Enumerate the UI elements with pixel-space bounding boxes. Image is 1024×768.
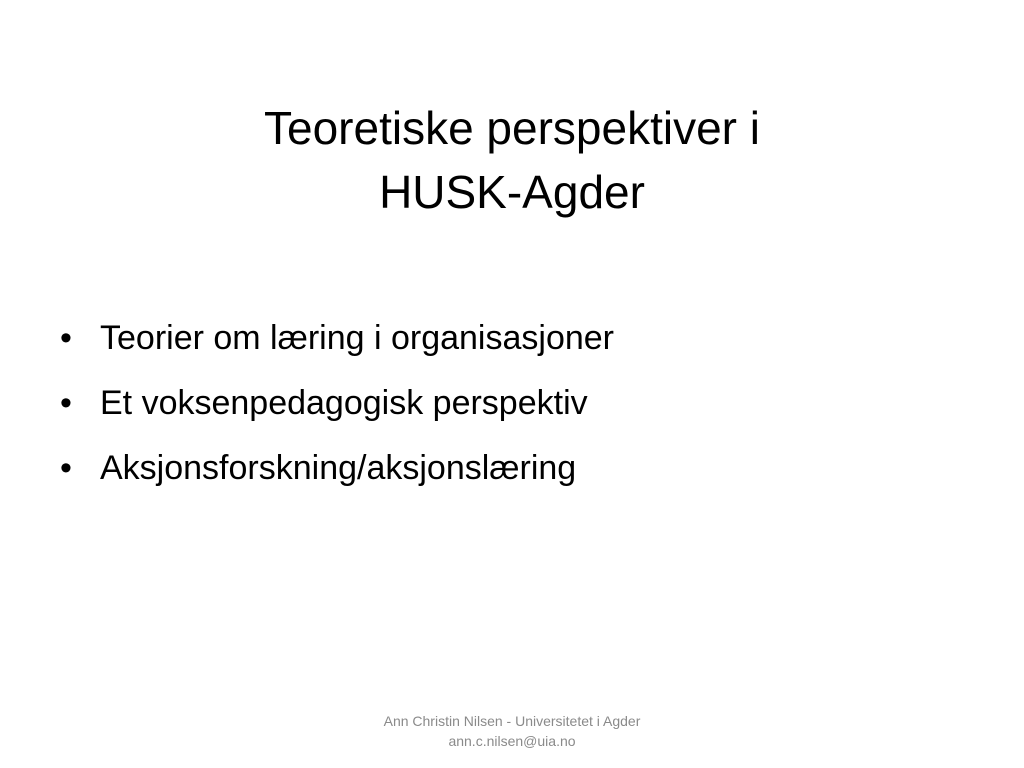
bullet-dot-icon: • xyxy=(60,319,72,357)
slide-footer xyxy=(0,711,1024,751)
bullet-text: Aksjonsforskning/aksjonslæring xyxy=(100,449,577,487)
footer-author: Ann Christin Nilsen - Universitetet i Agder xyxy=(383,713,641,729)
bullet-item xyxy=(56,312,956,364)
bullet-text: Teorier om læring i organisasjoner xyxy=(100,319,615,357)
bullet-dot-icon: • xyxy=(60,449,72,487)
bullet-list xyxy=(56,312,956,507)
bullet-text: Et voksenpedagogisk perspektiv xyxy=(100,384,588,422)
slide-title-line-1: Teoretiske perspektiver i xyxy=(264,102,760,154)
slide-title-line-2: HUSK-Agder xyxy=(379,166,645,218)
bullet-dot-icon: • xyxy=(60,384,72,422)
slide-title xyxy=(0,96,1024,224)
bullet-item xyxy=(56,442,956,494)
bullet-item xyxy=(56,377,956,429)
footer-email: ann.c.nilsen@uia.no xyxy=(448,733,576,749)
